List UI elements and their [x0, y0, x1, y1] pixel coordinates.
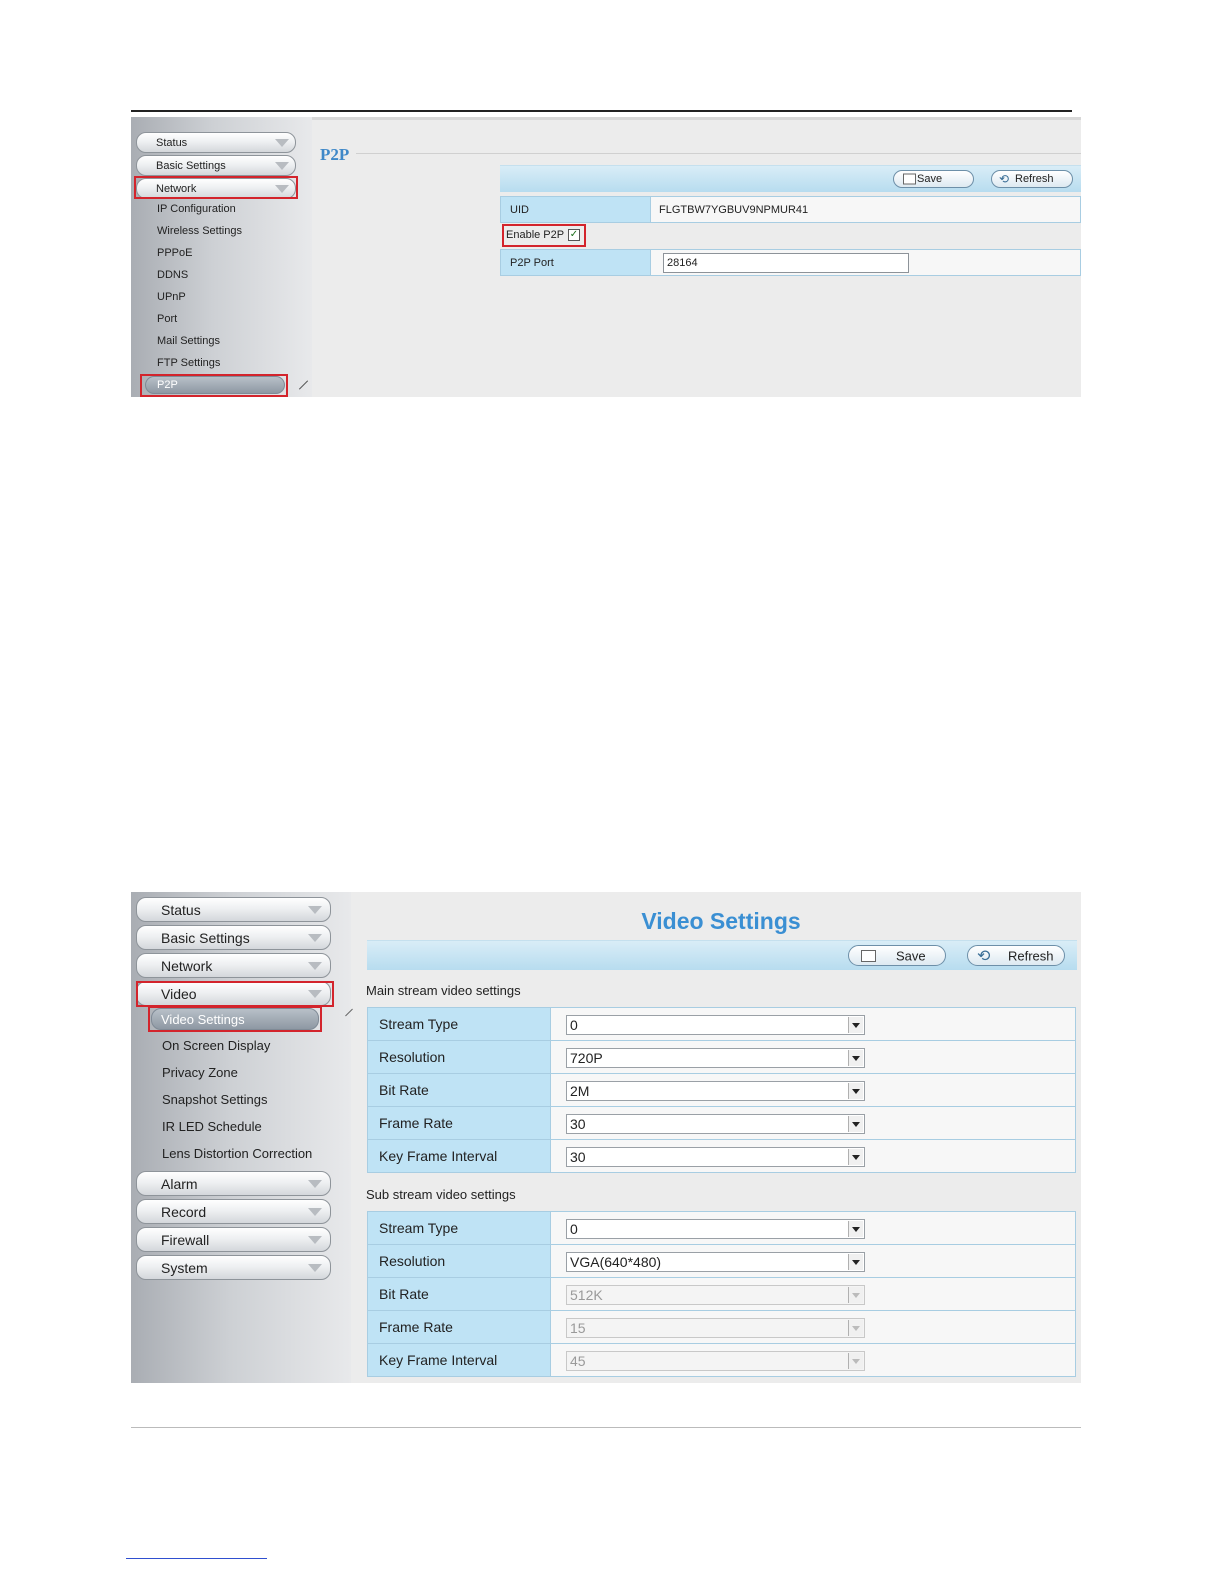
- page-title: Video Settings: [641, 908, 801, 934]
- save-icon: [861, 950, 876, 962]
- sub-resolution-select[interactable]: [566, 1252, 865, 1272]
- nav-system[interactable]: [136, 1255, 331, 1280]
- p2p-port-row: [500, 249, 1081, 276]
- content-top-border: [312, 117, 1081, 120]
- nav-network[interactable]: [136, 953, 331, 978]
- collapse-handle-icon[interactable]: [345, 1009, 353, 1017]
- select-value: VGA(640*480): [570, 1254, 662, 1270]
- enable-p2p-highlight-box: [502, 224, 586, 247]
- sub-bit-rate-select: [566, 1285, 865, 1305]
- sidebar-item-ddns[interactable]: DDNS: [157, 269, 189, 281]
- main-stream-section-label: Main stream video settings: [366, 983, 521, 998]
- toolbar: [367, 940, 1077, 970]
- dropdown-arrow-icon: [848, 1287, 863, 1303]
- sidebar-item-on-screen-display[interactable]: On Screen Display: [162, 1038, 271, 1053]
- network-highlight-box: [134, 176, 298, 199]
- sub-frame-rate-select: [566, 1318, 865, 1338]
- select-value: 30: [570, 1149, 586, 1165]
- nav-record[interactable]: [136, 1199, 331, 1224]
- select-value: 0: [570, 1017, 578, 1033]
- page-footer-rule: [131, 1427, 1081, 1428]
- row-label: Bit Rate: [379, 1082, 429, 1098]
- sub-bit-rate-row: [367, 1277, 1076, 1311]
- main-resolution-row: [367, 1040, 1076, 1074]
- page-title: P2P: [320, 145, 350, 164]
- row-label: Frame Rate: [379, 1319, 453, 1335]
- main-stream-type-row: [367, 1007, 1076, 1041]
- select-value: 512K: [570, 1287, 603, 1303]
- sub-key-frame-interval-select: [566, 1351, 865, 1371]
- main-key-frame-interval-row: [367, 1139, 1076, 1173]
- nav-firewall[interactable]: [136, 1227, 331, 1252]
- dropdown-arrow-icon[interactable]: [848, 1149, 863, 1165]
- dropdown-arrow-icon[interactable]: [848, 1116, 863, 1132]
- chevron-down-icon: [308, 1264, 322, 1272]
- footer-link-underline: [126, 1558, 267, 1559]
- sidebar-item-upnp[interactable]: UPnP: [157, 291, 186, 303]
- dropdown-arrow-icon[interactable]: [848, 1254, 863, 1270]
- refresh-button-label: Refresh: [1008, 948, 1054, 963]
- chevron-down-icon: [275, 162, 289, 170]
- sidebar-item-port[interactable]: Port: [157, 313, 178, 325]
- video-highlight-box: [136, 981, 334, 1007]
- p2p-settings-screenshot: [131, 117, 1081, 397]
- uid-label: UID: [510, 203, 529, 216]
- nav-video-label: Video: [161, 985, 197, 1002]
- p2p-port-input[interactable]: [663, 253, 909, 273]
- dropdown-arrow-icon[interactable]: [848, 1050, 863, 1066]
- sidebar: [131, 892, 351, 1383]
- nav-system-label: System: [161, 1259, 208, 1276]
- sub-stream-type-select[interactable]: [566, 1219, 865, 1239]
- save-icon: [903, 174, 916, 185]
- row-label: Resolution: [379, 1253, 446, 1269]
- main-bit-rate-row: [367, 1073, 1076, 1107]
- p2p-highlight-box: [140, 374, 288, 397]
- main-key-frame-interval-select[interactable]: [566, 1147, 865, 1167]
- refresh-button[interactable]: [991, 170, 1073, 188]
- chevron-down-icon: [308, 1180, 322, 1188]
- toolbar: [500, 165, 1081, 192]
- p2p-port-value: 28164: [667, 257, 698, 269]
- dropdown-arrow-icon: [848, 1320, 863, 1336]
- sidebar: [131, 117, 312, 397]
- sub-stream-type-row: [367, 1211, 1076, 1245]
- nav-network-label: Network: [156, 182, 197, 195]
- sub-resolution-row: [367, 1244, 1076, 1278]
- sidebar-item-video-settings-label: Video Settings: [161, 1012, 245, 1027]
- sub-key-frame-interval-row: [367, 1343, 1076, 1377]
- video-settings-screenshot: [131, 892, 1081, 1383]
- sidebar-item-wireless-settings[interactable]: Wireless Settings: [157, 225, 242, 237]
- nav-basic-settings-label: Basic Settings: [156, 159, 226, 172]
- uid-value: FLGTBW7YGBUV9NPMUR41: [659, 203, 809, 216]
- sub-frame-rate-row: [367, 1310, 1076, 1344]
- save-button-label: Save: [896, 948, 926, 963]
- chevron-down-icon: [308, 962, 322, 970]
- nav-status-label: Status: [161, 901, 201, 918]
- sidebar-item-mail-settings[interactable]: Mail Settings: [157, 335, 220, 347]
- select-value: 15: [570, 1320, 586, 1336]
- chevron-down-icon: [308, 1208, 322, 1216]
- video-settings-highlight-box: [148, 1006, 322, 1032]
- save-button[interactable]: [893, 170, 974, 188]
- nav-alarm[interactable]: [136, 1171, 331, 1196]
- nav-status-label: Status: [156, 136, 188, 149]
- refresh-button-label: Refresh: [1015, 173, 1054, 185]
- main-resolution-select[interactable]: [566, 1048, 865, 1068]
- main-frame-rate-select[interactable]: [566, 1114, 865, 1134]
- title-divider: [356, 153, 1081, 154]
- p2p-port-label: P2P Port: [510, 256, 554, 269]
- main-bit-rate-select[interactable]: [566, 1081, 865, 1101]
- row-label: Key Frame Interval: [379, 1352, 498, 1368]
- chevron-down-icon: [308, 1236, 322, 1244]
- dropdown-arrow-icon[interactable]: [848, 1221, 863, 1237]
- sub-stream-section-label: Sub stream video settings: [366, 1187, 516, 1202]
- sidebar-item-pppoe[interactable]: PPPoE: [157, 247, 193, 259]
- save-button-label: Save: [917, 173, 943, 185]
- sidebar-item-ftp-settings[interactable]: FTP Settings: [157, 357, 221, 369]
- chevron-down-icon: [275, 139, 289, 147]
- row-label: Key Frame Interval: [379, 1148, 498, 1164]
- nav-alarm-label: Alarm: [161, 1175, 198, 1192]
- save-button[interactable]: [848, 945, 946, 966]
- nav-basic-settings[interactable]: [136, 155, 296, 176]
- page-header-rule: [131, 110, 1072, 112]
- dropdown-arrow-icon: [848, 1353, 863, 1369]
- refresh-button[interactable]: [967, 945, 1065, 966]
- nav-network-label: Network: [161, 957, 213, 974]
- select-value: 720P: [570, 1050, 603, 1066]
- row-label: Resolution: [379, 1049, 446, 1065]
- dropdown-arrow-icon[interactable]: [848, 1017, 863, 1033]
- nav-firewall-label: Firewall: [161, 1231, 210, 1248]
- nav-record-label: Record: [161, 1203, 207, 1220]
- main-stream-type-select[interactable]: [566, 1015, 865, 1035]
- main-frame-rate-row: [367, 1106, 1076, 1140]
- select-value: 0: [570, 1221, 578, 1237]
- select-value: 30: [570, 1116, 586, 1132]
- select-value: 2M: [570, 1083, 590, 1099]
- sidebar-item-ip-configuration[interactable]: IP Configuration: [157, 203, 236, 215]
- sidebar-item-p2p-label: P2P: [157, 379, 178, 391]
- row-label: Stream Type: [379, 1016, 459, 1032]
- sidebar-item-snapshot-settings[interactable]: Snapshot Settings: [162, 1092, 268, 1107]
- refresh-icon: ⟲: [977, 947, 991, 965]
- collapse-handle-icon[interactable]: [299, 380, 308, 389]
- row-label: Stream Type: [379, 1220, 459, 1236]
- refresh-icon: ⟲: [999, 172, 1010, 186]
- enable-p2p-label: Enable P2P: [506, 229, 565, 241]
- enable-p2p-checkbox[interactable]: ✓: [569, 229, 579, 240]
- row-label: Bit Rate: [379, 1286, 429, 1302]
- select-value: 45: [570, 1353, 586, 1369]
- sidebar-item-lens-distortion-correction[interactable]: Lens Distortion Correction: [162, 1146, 313, 1161]
- nav-basic-settings-label: Basic Settings: [161, 929, 250, 946]
- sidebar-item-ir-led-schedule[interactable]: IR LED Schedule: [162, 1119, 262, 1134]
- sidebar-item-privacy-zone[interactable]: Privacy Zone: [162, 1065, 238, 1080]
- dropdown-arrow-icon[interactable]: [848, 1083, 863, 1099]
- row-label: Frame Rate: [379, 1115, 453, 1131]
- uid-row: [500, 196, 1081, 223]
- nav-status[interactable]: [136, 132, 296, 153]
